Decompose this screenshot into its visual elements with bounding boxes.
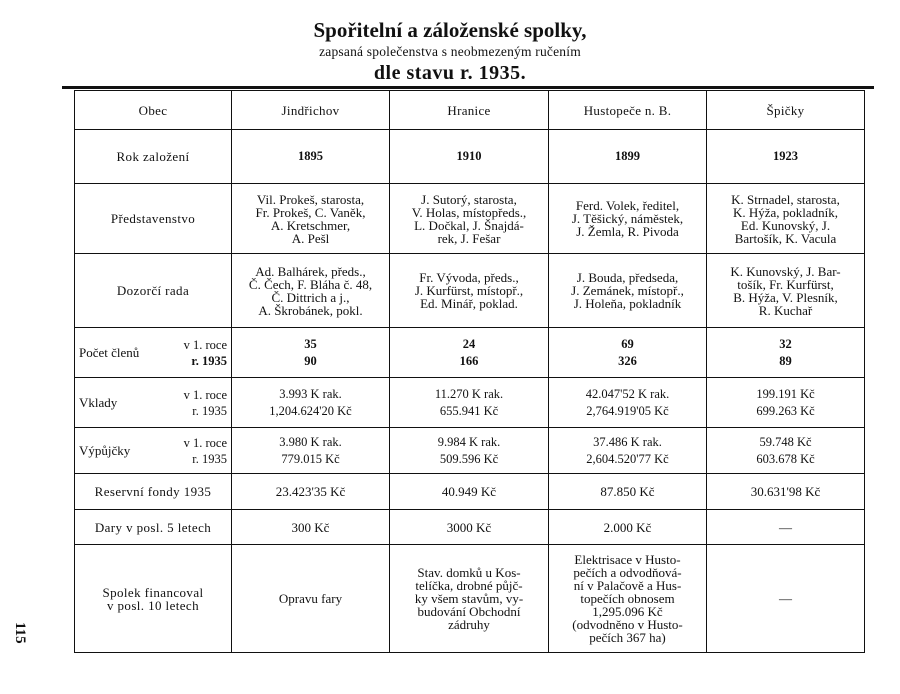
cell-line: Ferd. Volek, ředitel, bbox=[575, 198, 680, 213]
table-cell: 2.000 Kč bbox=[549, 510, 707, 545]
header-rule bbox=[62, 86, 874, 89]
column-header: Jindřichov bbox=[232, 91, 390, 130]
row-label bbox=[75, 378, 232, 428]
table-cell bbox=[707, 184, 865, 254]
table-cell bbox=[549, 378, 707, 428]
cell-line: 69 bbox=[621, 336, 634, 351]
table-cell: 1910 bbox=[390, 130, 549, 184]
cell-line: V. Holas, místopředs., bbox=[411, 204, 527, 220]
year-label: v 1. roce bbox=[183, 387, 227, 402]
cell-line: Fr. Vývoda, předs., bbox=[419, 270, 519, 285]
table-row-financed bbox=[75, 545, 865, 653]
cell-line: 3.993 K rak. bbox=[279, 386, 342, 401]
table-row-board bbox=[75, 184, 865, 254]
cell-line: R. Kuchař bbox=[758, 302, 813, 318]
cell-line: pečích 367 ha) bbox=[589, 630, 666, 645]
cell-line: 699.263 Kč bbox=[756, 403, 815, 418]
cell-line: 32 bbox=[779, 336, 792, 351]
cell-line: 603.678 Kč bbox=[756, 451, 815, 466]
row-label bbox=[75, 428, 232, 474]
page-number: 115 bbox=[12, 622, 28, 644]
cell-line: Vil. Prokeš, starosta, bbox=[256, 191, 365, 207]
cell-line: Bartošík, K. Vacula bbox=[734, 230, 837, 246]
cell-line: K. Kunovský, J. Bar- bbox=[730, 263, 841, 279]
table-header-row bbox=[75, 91, 865, 130]
cell-line: Ed. Minář, poklad. bbox=[420, 296, 518, 311]
cell-line: (odvodněno v Husto- bbox=[572, 617, 683, 632]
cell-line: topečích obnosem bbox=[580, 591, 675, 606]
column-header: Hranice bbox=[390, 91, 549, 130]
cell-line: 11.270 K rak. bbox=[434, 386, 504, 401]
cell-line: 2,764.919'05 Kč bbox=[586, 403, 669, 418]
table-cell bbox=[549, 545, 707, 653]
cell-line: 1,295.096 Kč bbox=[592, 604, 663, 619]
table-row-reserves bbox=[75, 474, 865, 510]
table-cell bbox=[390, 378, 549, 428]
year-label: v 1. roce bbox=[183, 337, 227, 352]
table-row-deposits bbox=[75, 378, 865, 428]
cell-line: J. Kurfürst, místopř., bbox=[414, 283, 524, 298]
cell-line: Ed. Kunovský, J. bbox=[740, 217, 831, 233]
cell-line: Opravu fary bbox=[278, 591, 343, 606]
cell-line: 37.486 K rak. bbox=[593, 434, 662, 449]
column-header: Špičky bbox=[707, 91, 865, 130]
table-cell bbox=[390, 184, 549, 254]
row-label-line: v posl. 10 letech bbox=[106, 597, 199, 613]
cell-line: 89 bbox=[779, 353, 792, 368]
column-header: Hustopeče n. B. bbox=[549, 91, 707, 130]
row-label-line: Spolek financoval bbox=[102, 584, 204, 600]
row-label bbox=[75, 545, 232, 653]
table-row-loans bbox=[75, 428, 865, 474]
table-cell bbox=[390, 428, 549, 474]
table-cell bbox=[707, 428, 865, 474]
table-row-donations bbox=[75, 510, 865, 545]
cell-line: pečích a odvodňová- bbox=[573, 565, 682, 580]
row-label bbox=[75, 328, 232, 378]
table-cell bbox=[549, 428, 707, 474]
cell-line: 199.191 Kč bbox=[756, 386, 815, 401]
cell-line: 509.596 Kč bbox=[439, 451, 499, 466]
cell-line: rek, J. Fešar bbox=[437, 230, 501, 246]
table-cell bbox=[549, 184, 707, 254]
table-cell bbox=[707, 545, 865, 653]
column-header: Obec bbox=[75, 91, 232, 130]
page-title: Spořitelní a záloženské spolky, bbox=[313, 18, 587, 42]
cell-line: tošík, Fr. Kurfürst, bbox=[737, 276, 834, 292]
row-label: Představenstvo bbox=[75, 184, 232, 254]
table-row-supervisory bbox=[75, 254, 865, 328]
cell-line: 59.748 Kč bbox=[759, 434, 812, 449]
table-cell bbox=[390, 254, 549, 328]
row-label: Dary v posl. 5 letech bbox=[75, 510, 232, 545]
year-label: r. 1935 bbox=[192, 451, 227, 466]
table-cell bbox=[232, 254, 390, 328]
cell-line: L. Dočkal, J. Šnajdá- bbox=[414, 217, 524, 233]
cell-line: zádruhy bbox=[448, 617, 490, 632]
cell-line: Elektrisace v Husto- bbox=[574, 552, 681, 567]
cell-line: K. Hýža, pokladník, bbox=[732, 204, 839, 220]
cell-line: ní v Palačově a Hus- bbox=[573, 578, 682, 593]
cell-line: ky všem stavům, vy- bbox=[414, 591, 524, 606]
table-cell bbox=[232, 328, 390, 378]
year-label: v 1. roce bbox=[183, 435, 227, 450]
cell-line: A. Škrobánek, pokl. bbox=[258, 302, 363, 318]
cell-line: J. Holeňa, pokladník bbox=[573, 296, 682, 311]
row-label: Rok založení bbox=[75, 130, 232, 184]
year-label: r. 1935 bbox=[191, 353, 227, 368]
cell-line: budování Obchodní bbox=[417, 604, 521, 619]
table-cell bbox=[707, 378, 865, 428]
cell-line: Č. Dittrich a j., bbox=[271, 289, 350, 305]
table-cell bbox=[549, 254, 707, 328]
page-state-date: dle stavu r. 1935. bbox=[373, 62, 527, 84]
cell-line: Fr. Prokeš, C. Vaněk, bbox=[255, 204, 366, 220]
cell-line: Č. Čech, F. Bláha č. 48, bbox=[248, 276, 373, 292]
cell-line: K. Strnadel, starosta, bbox=[731, 191, 840, 207]
table-cell: 23.423'35 Kč bbox=[232, 474, 390, 510]
table-row-founded bbox=[75, 130, 865, 184]
year-label: r. 1935 bbox=[192, 403, 227, 418]
cell-line: 3.980 K rak. bbox=[279, 434, 342, 449]
cell-line: Stav. domků u Kos- bbox=[417, 565, 521, 580]
cell-line: 1,204.624'20 Kč bbox=[269, 403, 352, 418]
table-cell: 87.850 Kč bbox=[549, 474, 707, 510]
cell-line: J. Žemla, R. Pivoda bbox=[576, 224, 679, 239]
cell-line: telíčka, drobné půjč- bbox=[415, 578, 523, 593]
table-cell bbox=[549, 328, 707, 378]
cell-line: A. Kretschmer, bbox=[270, 217, 351, 233]
cell-line: 90 bbox=[304, 353, 317, 368]
cell-line: J. Těšický, náměstek, bbox=[571, 211, 684, 226]
table-cell bbox=[232, 428, 390, 474]
cell-line: B. Hýža, V. Plesník, bbox=[733, 289, 838, 305]
table-cell bbox=[232, 545, 390, 653]
cell-line: A. Pešl bbox=[291, 230, 330, 246]
cell-line: J. Bouda, předseda, bbox=[576, 270, 679, 285]
cell-line: 779.015 Kč bbox=[281, 451, 340, 466]
cell-line: 166 bbox=[459, 353, 479, 368]
table-cell bbox=[390, 328, 549, 378]
cell-line: 24 bbox=[462, 336, 476, 351]
row-label: Dozorčí rada bbox=[75, 254, 232, 328]
table-cell: 1923 bbox=[707, 130, 865, 184]
cell-line: Ad. Balhárek, předs., bbox=[255, 263, 366, 279]
table-cell: 40.949 Kč bbox=[390, 474, 549, 510]
table-cell bbox=[232, 184, 390, 254]
row-label-text: Výpůjčky bbox=[79, 443, 131, 458]
table-cell: 30.631'98 Kč bbox=[707, 474, 865, 510]
table-row-members bbox=[75, 328, 865, 378]
cell-line: 35 bbox=[304, 336, 317, 351]
cell-line: 9.984 K rak. bbox=[437, 434, 501, 449]
row-label: Reservní fondy 1935 bbox=[75, 474, 232, 510]
cell-line: 326 bbox=[618, 353, 637, 368]
table-cell bbox=[707, 328, 865, 378]
cell-line: — bbox=[779, 591, 792, 606]
row-label-text: Počet členů bbox=[79, 345, 140, 360]
table-cell bbox=[390, 545, 549, 653]
row-label-text: Vklady bbox=[79, 395, 118, 410]
table-cell: — bbox=[707, 510, 865, 545]
cell-line: 655.941 Kč bbox=[439, 403, 499, 418]
table-cell bbox=[232, 378, 390, 428]
table-cell bbox=[707, 254, 865, 328]
page-subtitle: zapsaná společenstva s neobmezeným ručením bbox=[319, 44, 581, 59]
table-cell: 1895 bbox=[232, 130, 390, 184]
savings-table bbox=[74, 90, 865, 653]
cell-line: 2,604.520'77 Kč bbox=[586, 451, 669, 466]
cell-line: J. Sutorý, starosta, bbox=[421, 191, 517, 207]
table-cell: 3000 Kč bbox=[390, 510, 549, 545]
table-cell: 300 Kč bbox=[232, 510, 390, 545]
table-cell: 1899 bbox=[549, 130, 707, 184]
cell-line: J. Zemánek, místopř., bbox=[571, 283, 684, 298]
cell-line: 42.047'52 K rak. bbox=[585, 386, 670, 401]
